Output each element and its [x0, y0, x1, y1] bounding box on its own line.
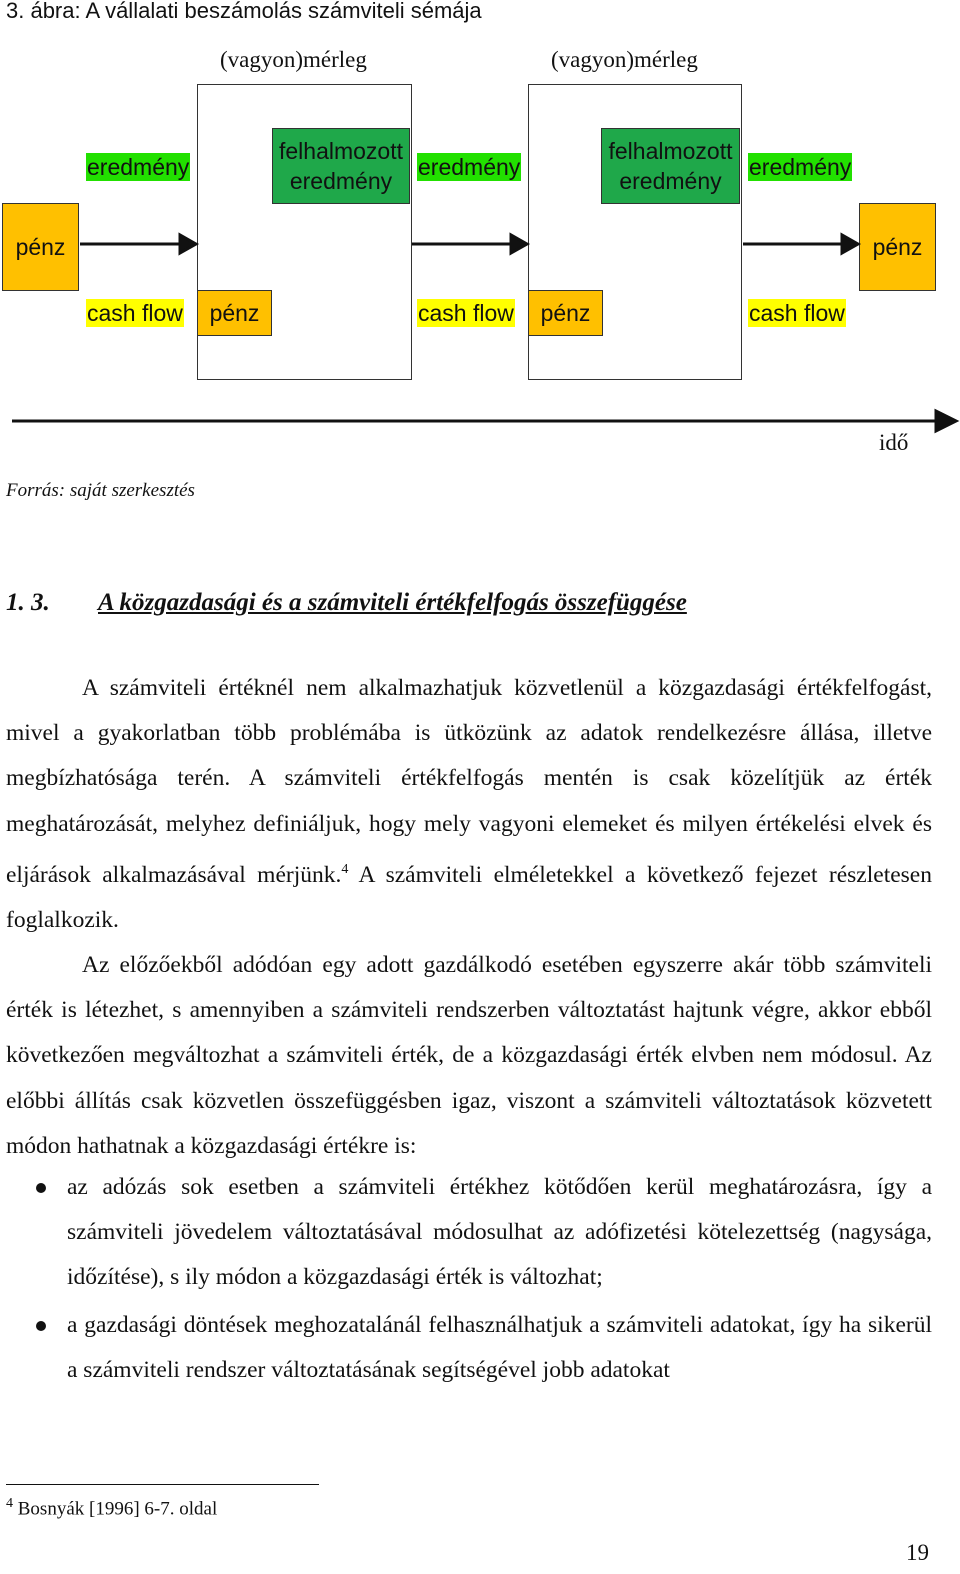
paragraph-2: Az előzőekből adódóan egy adott gazdálkodó esetében egyszerre akár több számviteli érték is létezhet, s amennyiben a számviteli rendszerben változtatást hajtunk végre, akkor ebből következően megváltozhat a számviteli érték, de a közgazdasági érték elvben nem módosul. Az előbbi állítás csak közvetlen összefüggésben igaz, viszont a számviteli változtatások közvetett módon hathatnak a közgazdasági értékre is: [6, 952, 932, 1159]
balance-label-left: (vagyon)mérleg [220, 47, 367, 72]
accumulated-result-box-left: felhalmozott eredmény [272, 128, 410, 204]
cash-flow-label-3: cash flow [749, 300, 845, 326]
money-box-start: pénz [2, 203, 79, 291]
money-box-inner-right: pénz [528, 290, 603, 336]
footnote: $^4$ Bosnyák [1996] 6-7. oldal [6, 1496, 218, 1520]
bullet-icon [36, 1183, 46, 1193]
section-number: 1. 3. [6, 589, 50, 616]
figure-arrows [0, 0, 960, 470]
result-label-2: eredmény [418, 154, 521, 180]
money-box-end: pénz [859, 203, 936, 291]
figure-caption: 3. ábra: A vállalati beszámolás számviteli sémája [6, 0, 482, 23]
page-number: 19 [906, 1540, 929, 1565]
flow-arrowhead-2 [511, 235, 527, 253]
section-title: A közgazdasági és a számviteli értékfelfogás összefüggése [98, 589, 687, 616]
section-heading [6, 589, 687, 617]
money-box-inner-left: pénz [197, 290, 272, 336]
figure-source: Forrás: saját szerkesztés [6, 480, 195, 501]
body-text [6, 666, 932, 1169]
list-item: a gazdasági döntések meghozatalánál felhasználhatjuk a számviteli adatokat, így ha sikerül a számviteli rendszer változtatásának segítségével jobb adatokat [6, 1303, 932, 1393]
bullet-icon [36, 1321, 46, 1331]
cash-flow-label-1: cash flow [87, 300, 183, 326]
balance-label-right: (vagyon)mérleg [551, 47, 698, 72]
footnote-separator [6, 1484, 319, 1485]
cash-flow-label-2: cash flow [418, 300, 514, 326]
list-item: az adózás sok esetben a számviteli értékhez kötődően kerül meghatározásra, így a számviteli jövedelem változtatásával módosulhat az adófizetési kötelezettség (nagysága, időzítése), s ily módon a közgazdasági érték is változhat; [6, 1165, 932, 1301]
result-label-1: eredmény [87, 154, 190, 180]
footnote-ref: 4 [341, 861, 349, 877]
time-label: idő [879, 430, 909, 455]
time-axis-arrowhead [936, 411, 956, 431]
flow-arrowhead-1 [180, 235, 196, 253]
bullet-list [6, 1165, 932, 1395]
accumulated-result-box-right: felhalmozott eredmény [601, 128, 740, 204]
result-label-3: eredmény [749, 154, 852, 180]
flow-arrowhead-3 [842, 235, 858, 253]
paragraph-1: A számviteli értéknél nem alkalmazhatjuk közvetlenül a közgazdasági értékfelfogást, mivel a gyakorlatban több problémába is ütközünk az adatok rendelkezésre állása, illetve megbízhatósága terén. A számviteli értékfelfogás mentén is csak közelítjük az érték meghatározását, melyhez definiáljuk, hogy mely vagyoni elemeket és milyen értékelési elvek és eljárások alkalmazásával mérjünk.$^4$ A számviteli elméletekkel a következő fejezet részletesen foglalkozik. [6, 675, 932, 933]
